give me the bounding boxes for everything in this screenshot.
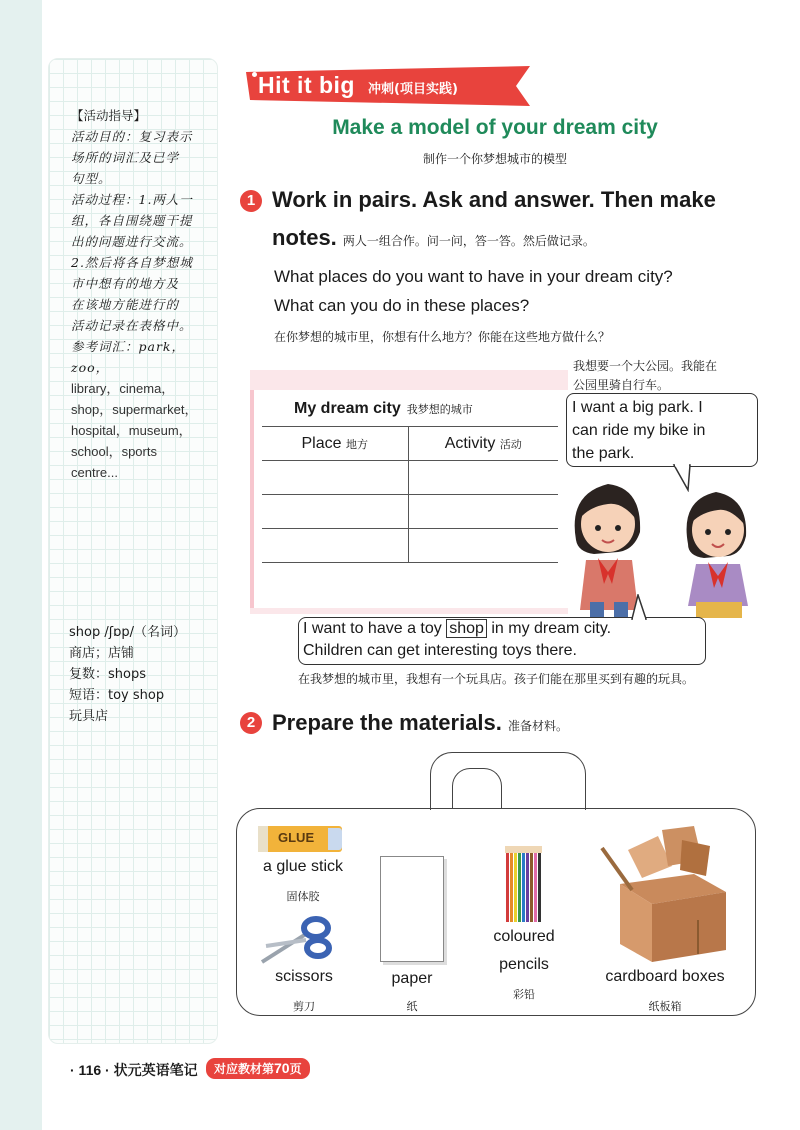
step1-heading-cn: 两人一组合作。问一问，答一答。然后做记录。 <box>342 234 595 248</box>
page-number: · 116 · <box>70 1062 110 1078</box>
bubble1-cn-line: 公园里骑自行车。 <box>573 378 670 392</box>
blank-cell[interactable] <box>262 461 408 495</box>
vocab-note <box>69 622 214 727</box>
table-title-en: My dream city <box>294 400 401 417</box>
book-title: 状元英语笔记 <box>113 1062 198 1078</box>
blank-cell[interactable] <box>262 529 408 563</box>
bubble1-line: can ride my bike in <box>572 422 706 439</box>
page-title: Make a model of your dream city <box>332 116 658 139</box>
blank-cell[interactable] <box>408 529 558 563</box>
vocab-line: 商店；店铺 <box>69 646 135 661</box>
step-number: 2 <box>240 712 262 734</box>
table-title-cn: 我梦想的城市 <box>406 403 473 416</box>
boxes-label: cardboard boxes <box>605 968 725 985</box>
guide-line: 场所的词汇及已学 <box>71 150 180 165</box>
question-2: What can you do in these places? <box>274 296 530 315</box>
paper-cn: 纸 <box>406 1000 418 1013</box>
blank-cell[interactable] <box>408 461 558 495</box>
pencils-label-1: coloured <box>493 928 555 945</box>
vocab-line: 复数：shops <box>69 667 146 682</box>
guide-line: 活动目的：复习表示 <box>71 129 193 144</box>
coloured-pencils-icon <box>504 846 544 922</box>
guide-line: centre... <box>71 465 118 480</box>
bubble2-line1 <box>303 618 701 640</box>
guide-line: shop，supermarket， <box>71 402 198 417</box>
pencils-label-2: pencils <box>499 956 549 973</box>
step1-heading-2 <box>272 225 595 251</box>
ref-text: 对应教材第 <box>214 1062 275 1076</box>
sidebar-notes <box>48 58 218 1044</box>
bubble2-text: I want to have a toy <box>303 620 442 637</box>
scissors-cn: 剪刀 <box>293 1000 315 1013</box>
paper-icon <box>380 856 444 962</box>
bubble2-tail <box>628 594 650 620</box>
ref-text: 页 <box>289 1062 302 1076</box>
guide-line: 参考词汇：park，zoo， <box>71 339 186 375</box>
textbook-reference-badge <box>206 1058 310 1079</box>
speech-bubble-2 <box>298 617 706 665</box>
activity-guide <box>71 105 211 483</box>
guide-line: 组，各自围绕题干提 <box>71 213 193 228</box>
vocab-line: shop /ʃɒp/（名词） <box>69 625 186 640</box>
step1-heading-word: notes. <box>272 225 337 250</box>
guide-line: 市中想有的地方及 <box>71 276 180 291</box>
step-number: 1 <box>240 190 262 212</box>
notes-table <box>262 426 558 563</box>
vocab-line: 玩具店 <box>69 709 109 724</box>
girls-illustration <box>568 474 758 618</box>
bubble1-line: I want a big park. I <box>572 399 703 416</box>
scissors-icon <box>258 916 332 966</box>
banner-subtitle: 冲刺(项目实践) <box>368 82 458 97</box>
footer <box>70 1060 198 1080</box>
bubble2-line2: Children can get interesting toys there. <box>303 642 577 659</box>
guide-title: 【活动指导】 <box>71 108 147 123</box>
bubble1-cn-line: 我想要一个大公园。我能在 <box>573 359 718 373</box>
guide-line: 活动记录在表格中。 <box>71 318 193 333</box>
questions-cn: 在你梦想的城市里，你想有什么地方？你能在这些地方做什么？ <box>274 330 611 344</box>
guide-line: 在该地方能进行的 <box>71 297 180 312</box>
step2-heading-en: Prepare the materials. <box>272 710 502 735</box>
activity-label-cn: 活动 <box>499 437 522 451</box>
column-header-activity <box>408 427 558 461</box>
step1-heading: Work in pairs. Ask and answer. Then make <box>272 187 716 212</box>
banner-dot <box>252 72 257 77</box>
guide-line: 句型。 <box>71 171 112 186</box>
blank-cell[interactable] <box>408 495 558 529</box>
place-label-cn: 地方 <box>345 437 368 451</box>
page-title-cn: 制作一个你梦想城市的模型 <box>422 152 567 166</box>
notes-table-card <box>250 390 568 608</box>
bubble1-cn <box>573 357 717 395</box>
guide-line: 2.然后将各自梦想城 <box>71 255 193 270</box>
guide-line: 出的问题进行交流。 <box>71 234 193 249</box>
ref-page-number: 70 <box>274 1060 290 1076</box>
bubble1-line: the park. <box>572 445 635 462</box>
boxed-word-shop: shop <box>446 619 487 638</box>
step2-heading-cn: 准备材料。 <box>508 719 569 733</box>
question-1: What places do you want to have in your dream city? <box>274 267 673 286</box>
table-title <box>294 400 473 418</box>
paper-label: paper <box>391 970 433 987</box>
step2-heading <box>272 710 568 736</box>
glue-stick-cn: 固体胶 <box>286 890 320 903</box>
banner-title: Hit it big <box>258 72 355 98</box>
guide-line: school，sports <box>71 444 157 459</box>
cardboard-boxes-icon <box>598 826 730 964</box>
bubble2-text: in my dream city. <box>491 620 612 637</box>
page-edge-strip <box>0 0 42 1130</box>
guide-line: 活动过程：1.两人一 <box>71 192 193 207</box>
guide-line: hospital，museum， <box>71 423 192 438</box>
activity-label: Activity <box>444 434 496 452</box>
place-label: Place <box>301 434 342 452</box>
pencils-cn: 彩铅 <box>513 988 535 1001</box>
glue-stick-icon <box>258 826 342 852</box>
vocab-line: 短语：toy shop <box>69 688 165 703</box>
blank-cell[interactable] <box>262 495 408 529</box>
speech-bubble-1 <box>566 393 758 467</box>
column-header-place <box>262 427 408 461</box>
glue-label: GLUE <box>278 830 315 845</box>
boxes-cn: 纸板箱 <box>648 1000 682 1013</box>
bubble2-cn: 在我梦想的城市里，我想有一个玩具店。孩子们能在那里买到有趣的玩具。 <box>298 672 695 686</box>
bag-handle-inner <box>452 768 502 808</box>
scissors-label: scissors <box>275 968 333 985</box>
guide-line: library，cinema， <box>71 381 175 396</box>
glue-stick-label: a glue stick <box>262 858 344 875</box>
